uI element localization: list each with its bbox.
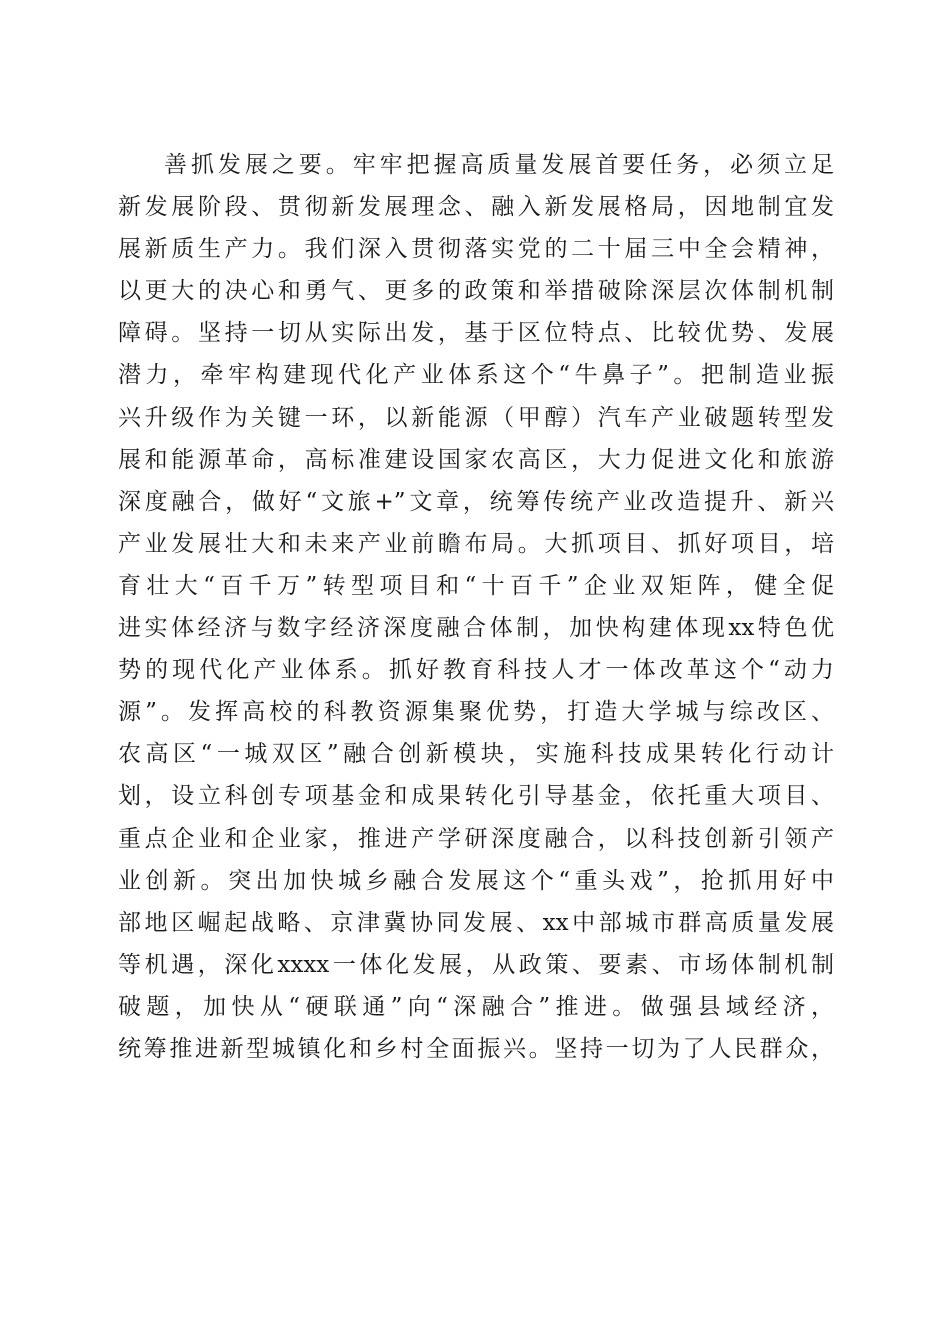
paragraph-line: 展新质生产力。我们深入贯彻落实党的二十届三中全会精神， [118,236,834,263]
paragraph-line: 重点企业和企业家，推进产学研深度融合，以科技创新引领产 [118,825,834,852]
paragraph-line: 划，设立科创专项基金和成果转化引导基金，依托重大项目、 [118,783,834,810]
paragraph-line: 展和能源革命，高标准建设国家农高区，大力促进文化和旅游 [118,446,834,473]
paragraph-line: 部地区崛起战略、京津冀协同发展、xx中部城市群高质量发展 [118,909,834,936]
paragraph-line: 潜力，牵牢构建现代化产业体系这个“牛鼻子”。把制造业振 [118,362,834,389]
paragraph-line: 势的现代化产业体系。抓好教育科技人才一体改革这个“动力 [118,657,834,684]
paragraph-line: 深度融合，做好“文旅+”文章，统筹传统产业改造提升、新兴 [118,488,834,515]
paragraph-line: 破题，加快从“硬联通”向“深融合”推进。做强县域经济， [118,993,834,1020]
paragraph-line: 善抓发展之要。牢牢把握高质量发展首要任务，必须立足 [164,152,834,178]
paragraph-line: 障碍。坚持一切从实际出发，基于区位特点、比较优势、发展 [118,320,834,347]
paragraph-line: 以更大的决心和勇气、更多的政策和举措破除深层次体制机制 [118,278,834,305]
paragraph-line: 进实体经济与数字经济深度融合体制，加快构建体现xx特色优 [118,615,834,642]
paragraph-line: 育壮大“百千万”转型项目和“十百千”企业双矩阵，健全促 [118,572,834,599]
paragraph-line: 统筹推进新型城镇化和乡村全面振兴。坚持一切为了人民群众， [118,1035,834,1062]
paragraph-line: 新发展阶段、贯彻新发展理念、融入新发展格局，因地制宜发 [118,194,834,221]
paragraph-line: 等机遇，深化xxxx一体化发展，从政策、要素、市场体制机制 [118,951,834,978]
paragraph-line: 兴升级作为关键一环，以新能源（甲醇）汽车产业破题转型发 [118,404,834,431]
body-paragraph [118,144,834,1070]
paragraph-line: 源”。发挥高校的科教资源集聚优势，打造大学城与综改区、 [118,699,834,726]
paragraph-line: 业创新。突出加快城乡融合发展这个“重头戏”，抢抓用好中 [118,867,834,894]
paragraph-line: 产业发展壮大和未来产业前瞻布局。大抓项目、抓好项目，培 [118,530,834,557]
paragraph-line: 农高区“一城双区”融合创新模块，实施科技成果转化行动计 [118,741,834,768]
